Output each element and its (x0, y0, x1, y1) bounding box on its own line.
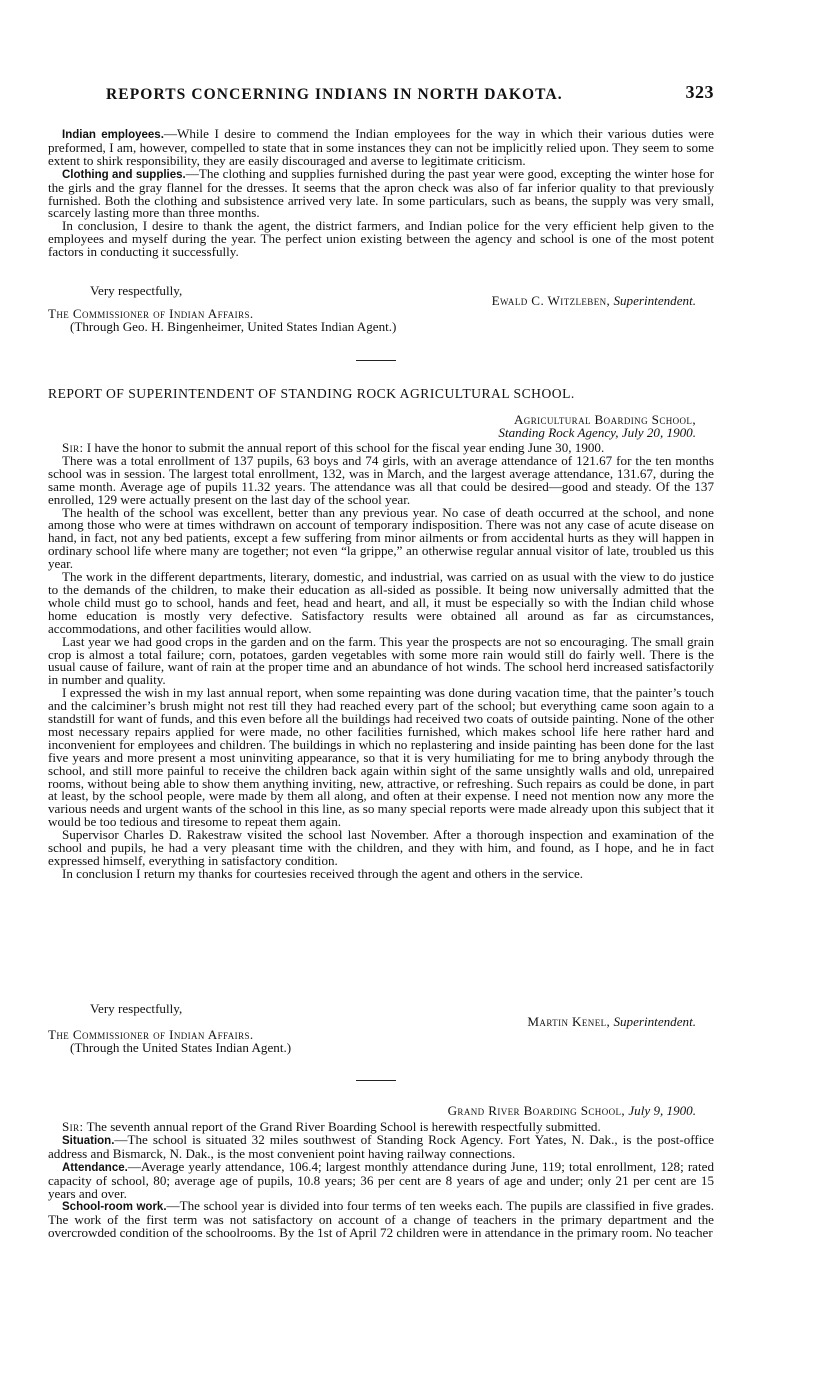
report-2-body (48, 442, 714, 881)
paragraph-text: —The clothing and supplies furnished during the past year were good, excepting the winter hose for the girls and the gray flannel for the dresses. It seems that the apron check was also of far inferior quality to that previously furnished. Both the clothing and subsistence arrived very late. In some particulars, such as beans, the supply was very small, scarcely lasting more than three months. (48, 165, 714, 221)
paragraph-key: Indian employees. (62, 129, 164, 141)
report-date: July 9, 1900. (628, 1103, 696, 1118)
section-divider (356, 1080, 396, 1081)
page-number: 323 (685, 82, 714, 102)
paragraph-key: Attendance. (62, 1161, 128, 1174)
running-head (106, 84, 714, 108)
paragraph-key: Situation. (62, 1134, 115, 1147)
signature (527, 1016, 696, 1029)
paragraph-text: The seventh annual report of the Grand River Boarding School is herewith respectfully submitted. (83, 1119, 601, 1134)
closing: Very respectfully, (90, 283, 183, 298)
report-1-body (48, 128, 714, 259)
report-3-body (48, 1121, 714, 1240)
paragraph-text: I have the honor to submit the annual report of this school for the fiscal year ending June 30, 1900. (83, 440, 605, 455)
paragraph (48, 128, 714, 168)
running-head-title: REPORTS CONCERNING INDIANS IN NORTH DAKOTA. (106, 86, 563, 103)
section-divider (356, 360, 396, 361)
through-line: (Through the United States Indian Agent.) (70, 1040, 292, 1055)
salutation: Sir: (62, 440, 84, 455)
school-name-text: Agricultural Boarding School, (513, 412, 696, 427)
paragraph: The health of the school was excellent, better than any previous year. No case of death occurred at the school, and none among those who were at times withdrawn on account of temporary indisposition. There was not any case of acute disease on hand, in fact, not any bed patients, except a few suffering from minor ailments or from accidental hurts as they will happen in ordinary school life where many are together; not even “la grippe,” an otherwise regular annual visitor of late, troubled us this year. (48, 504, 714, 572)
report-2-title: REPORT OF SUPERINTENDENT OF STANDING ROCK AGRICULTURAL SCHOOL. (48, 386, 575, 401)
place-date-text: Standing Rock Agency, July 20, 1900. (498, 425, 696, 440)
paragraph-text: —The school year is divided into four terms of ten weeks each. The pupils are classified in five grades. The work of the first term was not satisfactory on account of a change of teachers in the primary department and the overcrowded condition of the schoolrooms. By the 1st of April 72 children were in attendance in the primary room. No teacher (48, 1198, 714, 1241)
through-line: (Through Geo. H. Bingenheimer, United States Indian Agent.) (70, 319, 397, 334)
paragraph-key: School-room work. (62, 1201, 167, 1214)
paragraph (48, 1200, 714, 1240)
signature-name: Ewald C. Witzleben, (491, 293, 611, 308)
paragraph: There was a total enrollment of 137 pupils, 63 boys and 74 girls, with an average attendance of 121.67 for the ten months school was in session. The largest total enrollment, 132, was in March, and the largest average attendance, 131.67, during the same month. Average age of pupils 11.32 years. The attendance was all that could be desired—good and steady. Of the 137 enrolled, 129 were actually present on the last day of the school year. (48, 452, 714, 507)
closing: Very respectfully, (90, 1001, 183, 1016)
paragraph: In conclusion I return my thanks for courtesies received through the agent and others in the service. (62, 865, 584, 881)
addressee-text: The Commissioner of Indian Affairs. (48, 1027, 254, 1042)
paragraph-key: Clothing and supplies. (62, 168, 186, 181)
paragraph: Last year we had good crops in the garden and on the farm. This year the prospects are not so encouraging. The small grain crop is almost a total failure; corn, potatoes, garden vegetables with some more rain would still do fairly well. There is the usual cause of failure, want of rain at the proper time and an abundance of hot winds. The school herd increased satisfactorily in number and quality. (48, 633, 714, 688)
place-date (498, 427, 696, 440)
paragraph-text: —Average yearly attendance, 106.4; largest monthly attendance during June, 119; total enrollment, 128; rated capacity of school, 80; average age of pupils, 10.8 years; 36 per cent are 8 years of age and under; only 21 per cent are 15 years and over. (48, 1158, 714, 1201)
paragraph: In conclusion, I desire to thank the agent, the district farmers, and Indian police for the very efficient help given to the employees and myself during the year. The perfect union existing between the agency and school is one of the most potent factors in conducting it successfully. (48, 218, 714, 260)
signature-title: Superintendent. (613, 293, 696, 308)
paragraph (48, 1158, 714, 1201)
paragraph: The work in the different departments, literary, domestic, and industrial, was carried on as usual with the view to do justice to the demands of the children, to make their education as all-sided as possible. It being now universally admitted that the whole child must go to school, hands and feet, head and heart, and all, it must be especially so with the Indian child whose home education is mostly very defective. Satisfactory results were obtained all around as far as circumstances, accommodations, and other facilities would allow. (48, 569, 714, 636)
salutation: Sir: (62, 1119, 84, 1134)
paragraph (48, 165, 714, 221)
school-name: Grand River Boarding School, (447, 1103, 626, 1118)
paragraph: Supervisor Charles D. Rakestraw visited the school last November. After a thorough inspection and examination of the school and pupils, he had a very pleasant time with the children, and they with him, and found, as I hope, and he in fact expressed himself, everything in satisfactory condition. (48, 827, 714, 868)
paragraph (48, 1131, 714, 1161)
paragraph-text: —The school is situated 32 miles southwest of Standing Rock Agency. Fort Yates, N. Dak., is the post-office address and Bismarck, N. Dak., is the most convenient point having railway connections. (48, 1131, 714, 1161)
signature (492, 295, 696, 308)
paragraph-text: —While I desire to commend the Indian employees for the way in which their various duties were preformed, I am, however, compelled to state that in some instances they can not be implicitly relied upon. They seem to some extent to shirk responsibility, they are easily discouraged and averse to legitimate criticism. (48, 126, 714, 168)
addressee-text: The Commissioner of Indian Affairs. (48, 306, 254, 321)
signature-name: Martin Kenel, (527, 1014, 611, 1029)
paragraph: I expressed the wish in my last annual report, when some repainting was done during vacation time, that the painter’s touch and the calciminer’s brush might not rest till they had reached every part of the school; but everything came soon again to a standstill for want of funds, and this even before all the buildings had received two coats of outside painting. None of the other most necessary repairs applied for were made, no other facilities furnished, which makes school life here rather hard and inconvenient for employees and children. The buildings in which no replastering and inside painting has been done for the last five years and more present a most uninviting appearance, so that it is very humiliating for me to bring anybody through the school, and still more painful to receive the children back again within sight of the same unsightly walls and old, unrepaired rooms, without being able to show them anything inviting, new, attractive, or refreshing. Such repairs as could be done, in part at least, by the school people, were made by them all along, and often at their expense. I need not mention now any more the various needs and urgent wants of the school in this line, as so many special reports were made already upon this subject that it would be too tedious and tiresome to repeat them again. (48, 685, 714, 830)
document-page (34, 0, 714, 1379)
school-date-line (448, 1105, 696, 1118)
signature-title: Superintendent. (613, 1014, 696, 1029)
